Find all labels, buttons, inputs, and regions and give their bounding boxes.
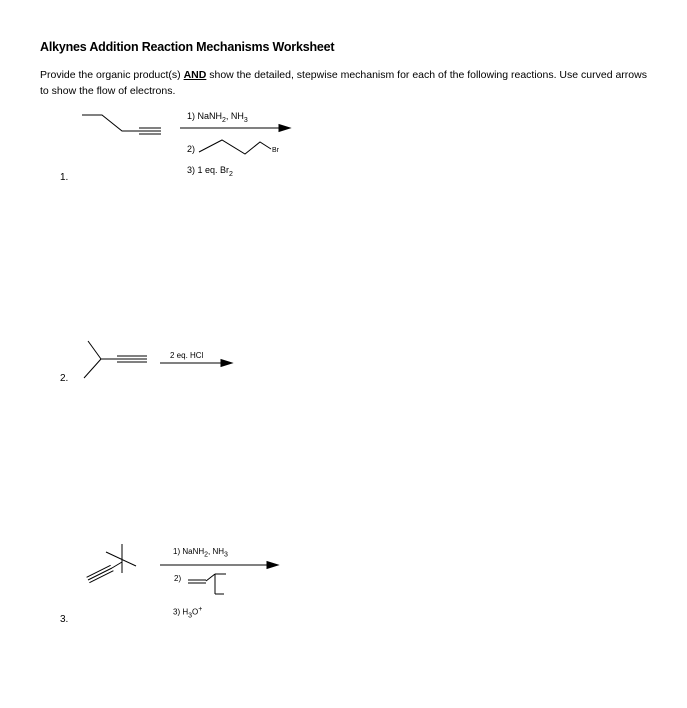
problem-2-alkyne [84, 341, 147, 378]
problem-2-reagent: 2 eq. HCl [170, 351, 204, 360]
problem-1-bromide-label: Br [272, 147, 279, 154]
instructions-pre: Provide the organic product(s) [40, 69, 184, 81]
instructions-emphasis: AND [183, 69, 207, 81]
problem-3-step-3: 3) $H_3O^+$ [173, 606, 203, 620]
problem-1-number: 1. [60, 172, 69, 183]
problem-1-step-2: 2) [187, 144, 196, 154]
problem-1-step-1: 1) NaNH$_2$, $NH_3$ [187, 111, 248, 124]
instructions-post: show the detailed, stepwise mechanism for each of the following reactions. Use curved arrows to show the flow of electrons. [40, 69, 647, 97]
problem-1-step-3: 3) 1 eq. $Br_2$ [187, 165, 233, 178]
problem-1-alkyne [82, 115, 161, 134]
problem-1-alkyl-bromide [199, 140, 271, 154]
problem-3-reagent-2-structure [188, 574, 226, 594]
problem-2-number: 2. [60, 373, 69, 384]
problem-2-reaction-arrow [160, 360, 232, 367]
problem-3-alkyne [87, 544, 136, 583]
page-title: Alkynes Addition Reaction Mechanisms Worksheet [40, 40, 335, 54]
problem-3-number: 3. [60, 614, 69, 625]
problem-1-reaction-arrow [180, 125, 290, 132]
problem-3-reaction-arrow [160, 562, 278, 569]
problem-3-step-2: 2) [174, 574, 182, 583]
problem-3-step-1: 1) NaNH$_2$, $NH_3$ [173, 547, 228, 559]
